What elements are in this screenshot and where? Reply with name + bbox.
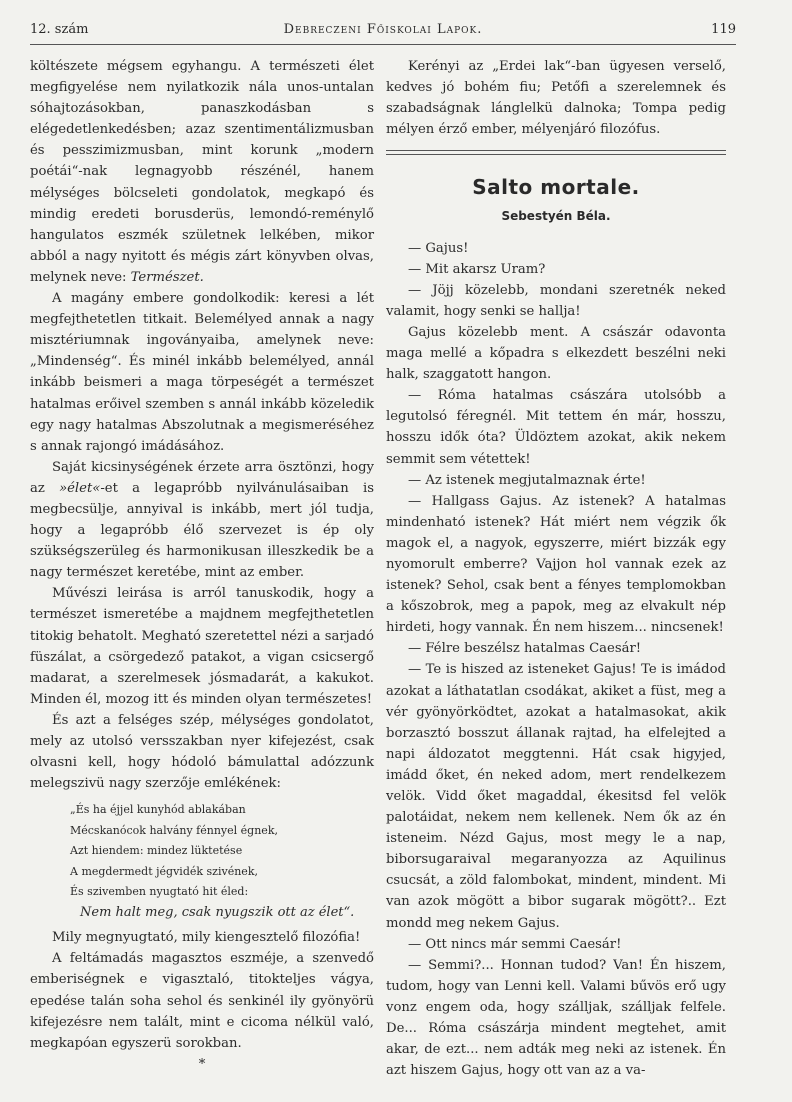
paragraph: A magány embere gondolkodik: keresi a lét megfejthetetlen titkait. Belemélyed annak a nagy misztériumnak ingoványaiba, amelynek neve: „Mindenség“. És minél inkább belemélyed, annál inkább beismeri a maga törpeségét a természet hatalmas erőivel szemben s annál inkább közeledik egy nagy hatalmas Abszolutnak a megismeréséhez s annak rajongó imádásához. — [30, 291, 374, 454]
paragraph: Kerényi az „Erdei lak“-ban ügyesen verselő, kedves jó bohém fiu; Petőfi a szerelemnek és szabadságnak lánglelkü dalnoka; Tompa pedig mélyen érző ember, mélyenjáró filozófus. — [386, 59, 726, 138]
italic-word: »élet« — [59, 480, 101, 496]
section-separator: * — [198, 1056, 206, 1072]
dialogue-line: — Semmi?... Honnan tudod? Van! Én hiszem, tudom, hogy van Lenni kell. Valami bűvös erő ugy vonz engem oda, hogy szálljak, szálljak felfele. De... Róma császárja mindent megtehet, amit akar, de ezt... nem adták meg neki az istenek. Én azt hiszem Gajus, hogy ott van az a va- — [386, 957, 726, 1079]
paragraph-text: Saját kicsinységének érzete arra ösztönzi, hogy az — [30, 459, 374, 496]
issue-number: 12. szám — [30, 22, 89, 37]
paragraph-text: -et a legapróbb nyilvánulásaiban is megbecsülje, annyival is inkább, mert jól tudja, hogy a legapróbb élő szervezet is ép oly szükségszerüleg és harmonikusan illeszkedik be a nagy természet keretébe, mint az ember. — [30, 480, 374, 581]
italic-word: Természet. — [130, 269, 204, 285]
dialogue-line: — Gajus! — [408, 240, 469, 256]
dialogue-line: — Róma hatalmas császára utolsóbb a legutolsó féregnél. Mit tettem én már, hosszu, hosszu idők óta? Üldöztem azokat, akik nekem semmit sem vétettek! — [386, 388, 726, 467]
poem-line: A megdermedt jégvidék szivének, — [70, 864, 258, 878]
paragraph: Mily megnyugtató, mily kiengesztelő filozófia! — [52, 930, 361, 946]
page-number: 119 — [711, 22, 736, 37]
paragraph-text: költészete mégsem egyhangu. A természeti élet megfigyelése nem nyilatkozik nála unos-untalan sóhajtozásokban, panaszkodásban s elégedetlenkedésben; azaz szentimentálizmusban és pesszimizmusban, mint korunk „modern poétái“-nak legnagyobb részénél, hanem mélységes bölcseleti gondolatok, megkapó és mindig eredeti borusderüs, lemondó-reménylő hangulatos eszmék születnek lelkében, mikor abból a nagy nyitott és mégis zárt könyvben olvas, melynek neve: — [30, 59, 374, 285]
dialogue-line: — Mit akarsz Uram? — [408, 261, 546, 277]
poem-line: Azt hiendem: mindez lüktetése — [70, 844, 243, 858]
header-rule — [30, 44, 736, 45]
paragraph: És azt a felséges szép, mélységes gondolatot, mely az utolsó versszakban nyer kifejezést, csak olvasni kell, hogy hódoló bámulattal adózzunk melegszivü nagy szerzője emlékének: — [30, 712, 374, 792]
poem-line: Mécskanócok halvány fénnyel égnek, — [70, 823, 278, 837]
dialogue-line: — Ott nincs már semmi Caesár! — [408, 936, 622, 952]
dialogue-line: — Félre beszélsz hatalmas Caesár! — [408, 641, 642, 657]
dialogue-line: — Te is hiszed az isteneket Gajus! Te is imádod azokat a láthatatlan csodákat, akiket a füst, meg a vér gyönyörködtet, azokat a hatalmasokat, akik borzasztó bosszut állanak rajtad, ha elfelejted a napi áldozatot meggtenni. Hát csak higyjed, imádd őket, én neked adom, mert rendelkezem velök. Vidd őket magaddal, ékesitsd fel velök palotáidat, nekem nem kellenek. Nem ők az én isteneim. Nézd Gajus, most megy le a nap, biborsugaraival megaranyozza az Aquilinus csucsát, a zöld falombokat, mindent, mindent. Mi van azok mögött a bibor sugarak mögött?.. Ezt mondd meg nekem Gajus. — [386, 662, 726, 931]
dialogue-line: — Hallgass Gajus. Az istenek? A hatalmas mindenható istenek? Hát miért nem végzik ők magok el, a nagyok, egyszerre, miért bizzák egy nyomorult emberre? Vajjon hol vannak ezek az istenek? Sehol, csak bent a fényes templomokban a kőszobrok, meg a papok, meg az elvakult nép hirdeti, hogy vannak. Én nem hiszem... nincsenek! — [386, 493, 726, 636]
story-title: Salto mortale. — [472, 175, 640, 200]
left-column — [30, 56, 374, 1075]
journal-title: Debreczeni Főiskolai Lapok. — [283, 22, 483, 37]
story-author: Sebestyén Béla. — [501, 209, 611, 224]
dialogue-line: — Az istenek megjutalmaznak érte! — [408, 472, 646, 488]
right-column — [386, 56, 726, 1081]
dialogue-line: — Jöjj közelebb, mondani szeretnék neked valamit, hogy senki se hallja! — [386, 282, 726, 319]
paragraph: A feltámadás magasztos eszméje, a szenvedő emberiségnek e vigasztaló, titokteljes vágya, epedése talán soha sehol és senkinél ily gyönyörü kifejezésre nem talált, mint e cicoma nélkül való, megkapóan egyszerü sorokban. — [30, 951, 374, 1051]
poem-quote — [70, 800, 374, 923]
poem-line: „És ha éjjel kunyhód ablakában — [70, 803, 246, 817]
section-rule — [386, 150, 726, 155]
paragraph: Művészi leirása is arról tanuskodik, hogy a természet ismeretébe a majdnem megfejthetetlen titokig behatolt. Megható szeretettel nézi a sarjadó füszálat, a csörgedező patakot, a vigan csicsergő madarat, a szerelmesek jósmadarát, a kakukot. Minden él, mozog itt és minden olyan természetes! — [30, 586, 374, 707]
paragraph — [30, 56, 374, 288]
paragraph: Gajus közelebb ment. A császár odavonta maga mellé a kőpadra s elkezdett beszélni neki halk, szaggatott hangon. — [386, 324, 726, 383]
poem-line: És szivemben nyugtató hit éled: — [70, 885, 249, 899]
paragraph — [30, 457, 374, 584]
poem-line: Nem halt meg, csak nyugszik ott az élet“. — [80, 904, 355, 920]
page-header — [30, 22, 736, 42]
